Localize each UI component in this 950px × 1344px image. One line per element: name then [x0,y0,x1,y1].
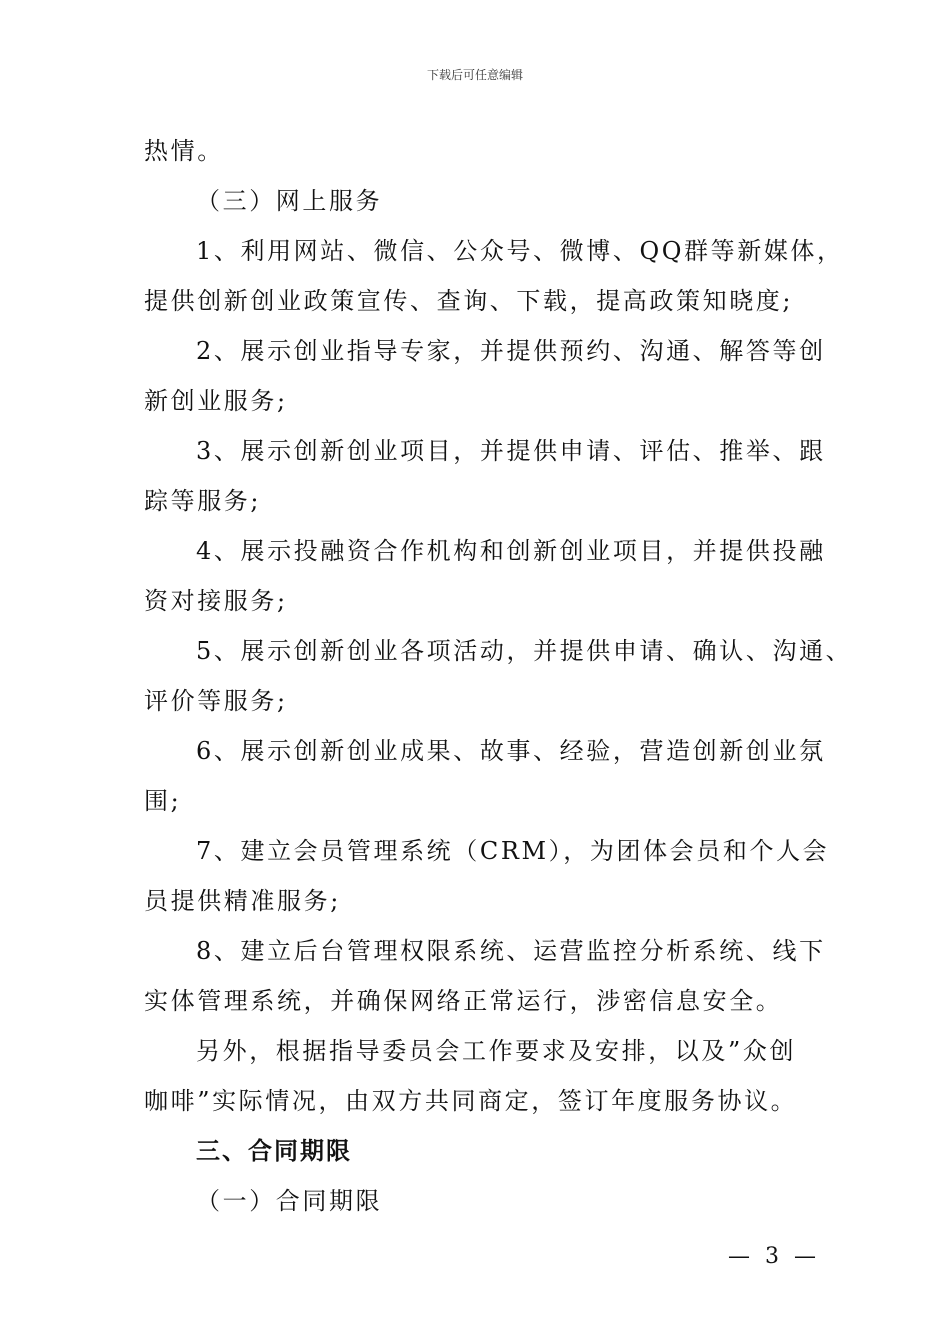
paragraph-line: 新创业服务; [144,387,288,415]
paragraph-line: 围; [144,787,182,815]
paragraph-line: 6、展示创新创业成果、故事、经验，营造创新创业氛 [196,737,826,765]
paragraph-line: 资对接服务; [144,587,288,615]
section-heading: 三、合同期限 [196,1137,352,1165]
paragraph-line: 7、建立会员管理系统（CRM），为团体会员和个人会 [196,837,830,865]
paragraph-line: 3、展示创新创业项目，并提供申请、评估、推举、跟 [196,437,826,465]
paragraph-line: 咖啡”实际情况，由双方共同商定，签订年度服务协议。 [144,1087,798,1115]
paragraph-line: 提供创新创业政策宣传、查询、下载，提高政策知晓度; [144,287,794,315]
section-subheading: （三）网上服务 [196,187,383,215]
paragraph-line: 评价等服务; [144,687,288,715]
paragraph-line: 员提供精准服务; [144,887,341,915]
paragraph-line: 热情。 [144,137,224,165]
paragraph-line: 4、展示投融资合作机构和创新创业项目，并提供投融 [196,537,826,565]
section-subheading: （一）合同期限 [196,1187,383,1215]
paragraph-line: 5、展示创新创业各项活动，并提供申请、确认、沟通、 [196,637,853,665]
paragraph-line: 1、利用网站、微信、公众号、微博、QQ群等新媒体， [196,237,844,265]
paragraph-line: 踪等服务; [144,487,262,515]
paragraph-line: 2、展示创业指导专家，并提供预约、沟通、解答等创 [196,337,826,365]
page-number: — 3 — [728,1244,820,1269]
paragraph-line: 8、建立后台管理权限系统、运营监控分析系统、线下 [196,937,826,965]
page-header: 下载后可任意编辑 [426,68,523,82]
paragraph-line: 另外，根据指导委员会工作要求及安排，以及”众创 [196,1037,797,1065]
paragraph-line: 实体管理系统，并确保网络正常运行，涉密信息安全。 [144,987,783,1015]
